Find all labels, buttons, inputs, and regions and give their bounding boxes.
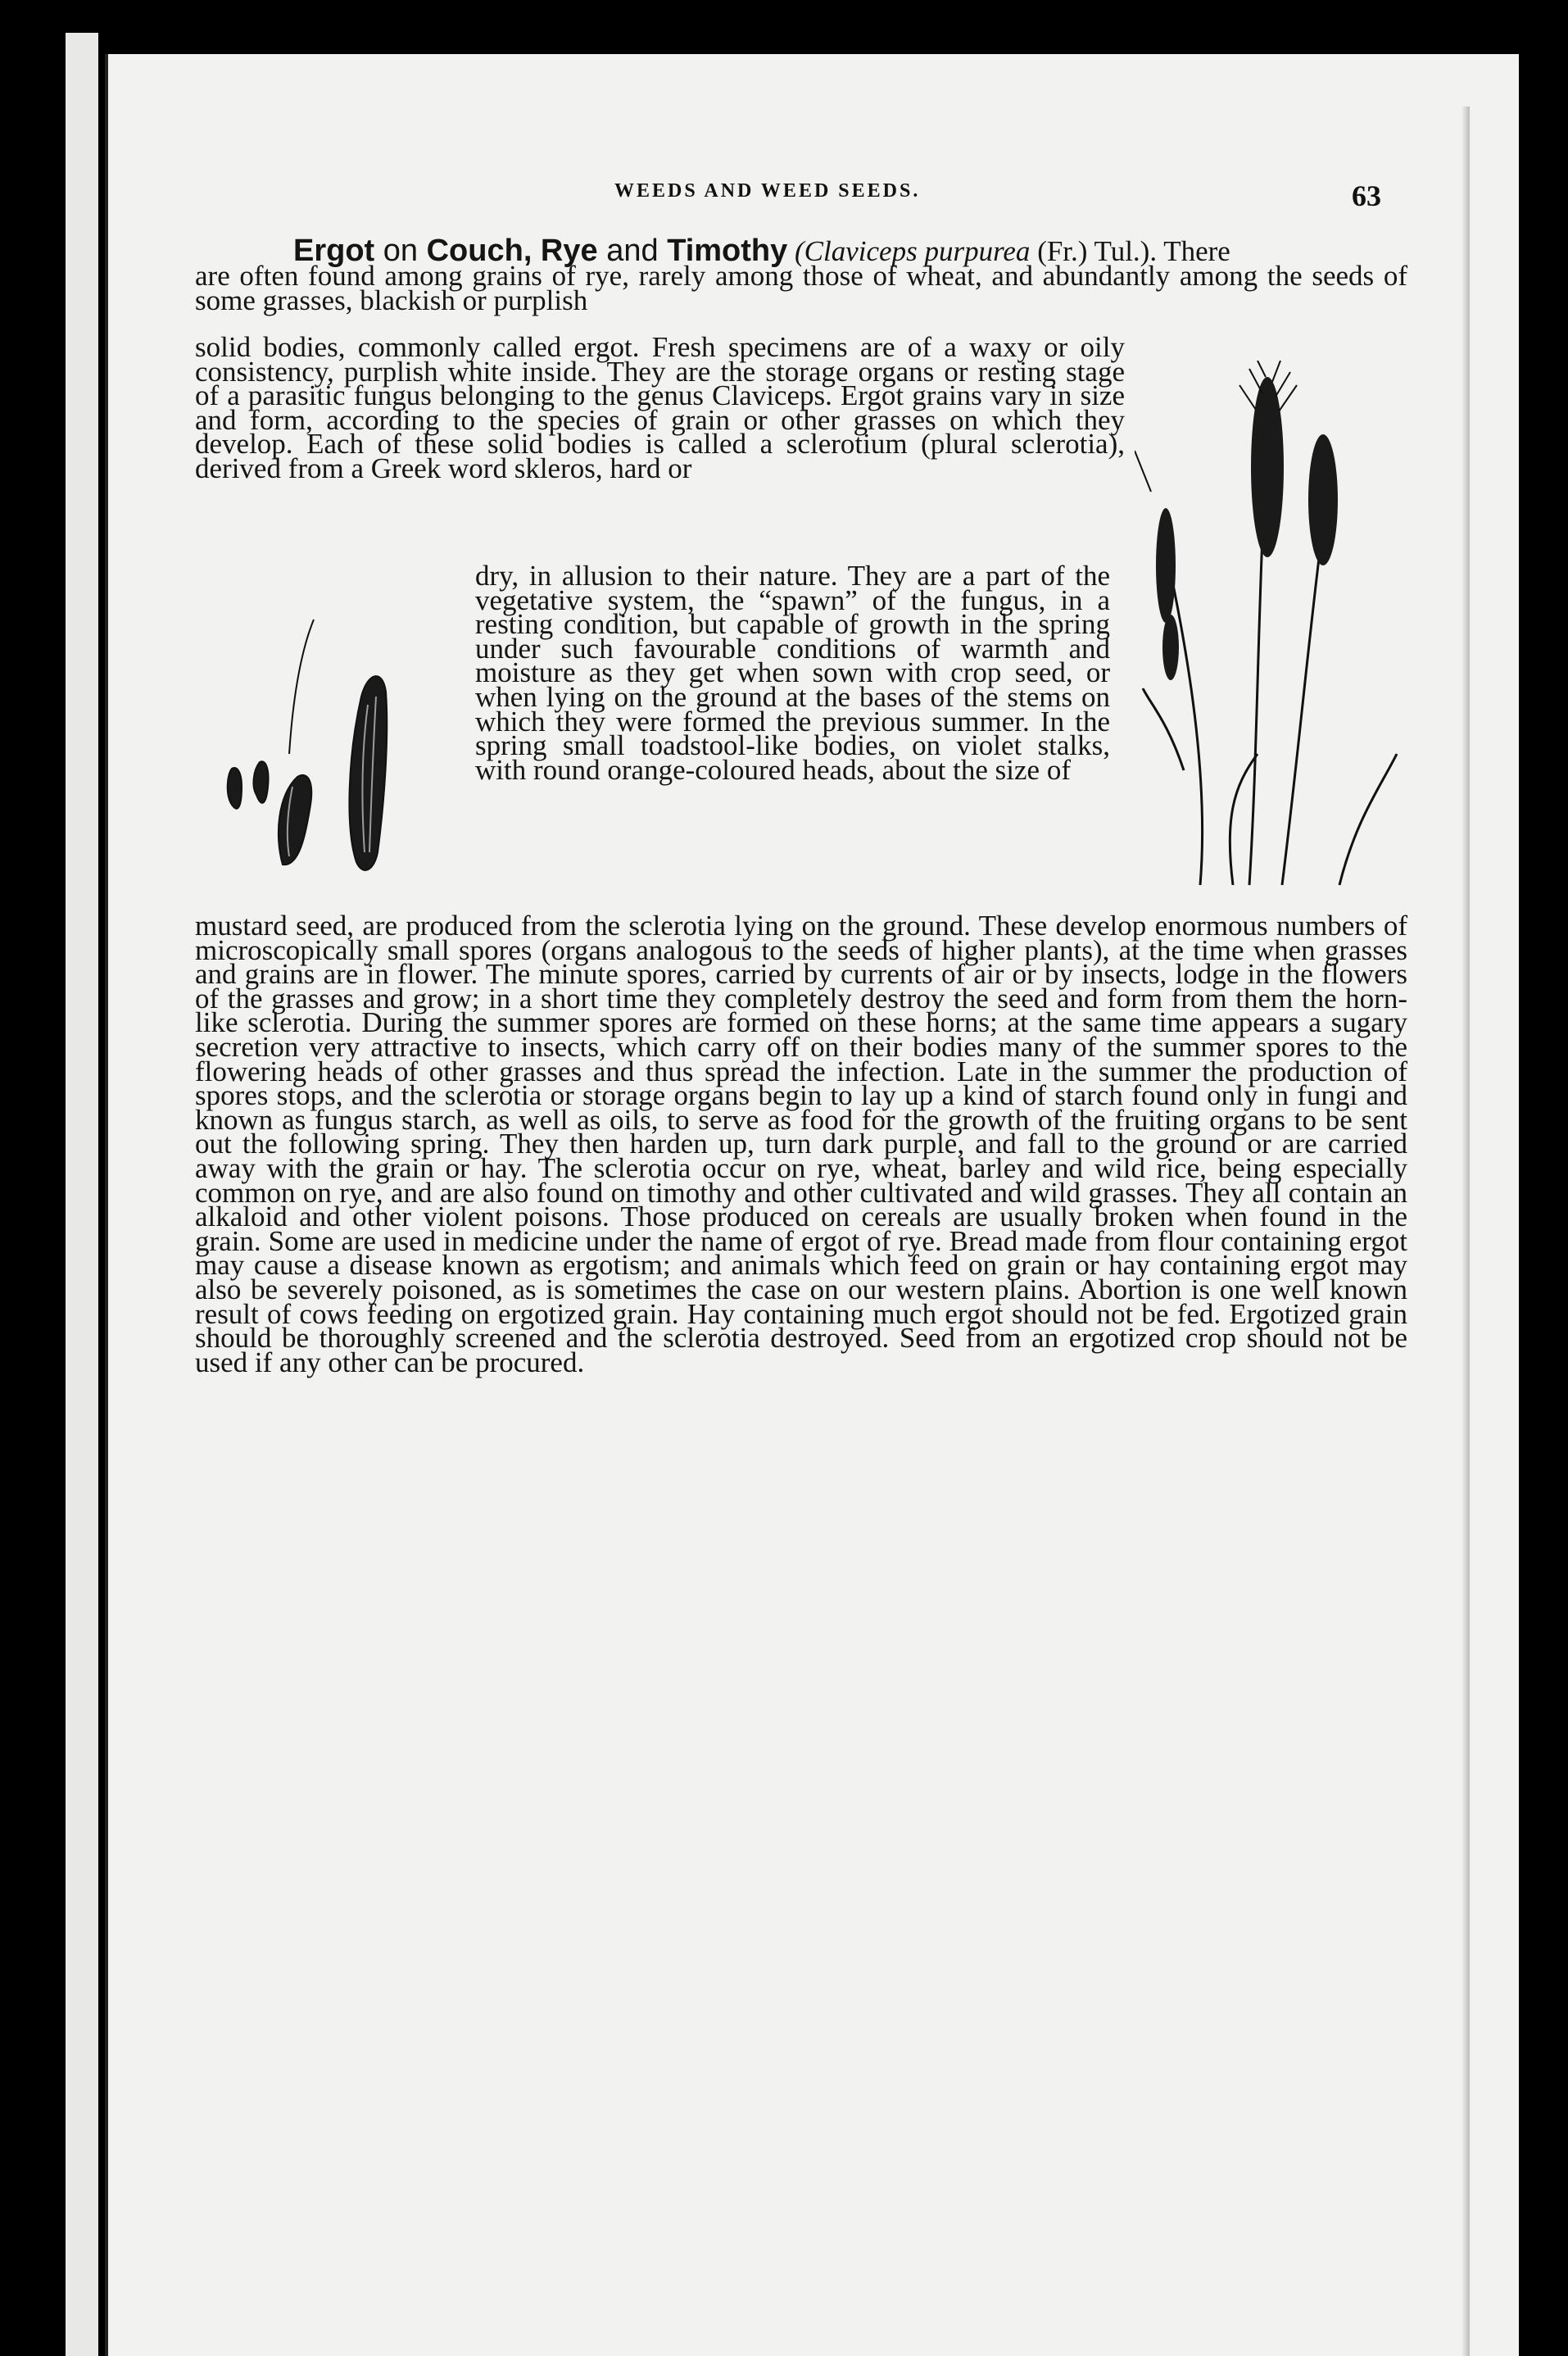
paragraph-lower: mustard seed, are produced from the sclerotia lying on the ground. These develop enormous numbers of microscopically small spores (organs analogous to the seeds of higher plants), at the time when grasses and grains are in flower. The minute spores, carried by currents of air or by insects, lodge in the flowers of the grasses and grow; in a short time they completely destroy the seed and form from them the horn-like sclerotia. During the summer spores are formed on these horns; at the same time appears a sugary secretion very attractive to insects, which carry off on their bodies many of the summer spores to the flowering heads of other grasses and thus spread the infection. Late in the summer the production of spores stops, and the sclerotia or storage organs begin to lay up a kind of starch found only in fungi and known as fungus starch, as well as oils, to serve as food for the growth of the fruiting organs to be sent out the following spring. They then harden up, turn dark purple, and fall to the ground or are carried away with the grain or hay. The sclerotia occur on rye, wheat, barley and wild rice, being especially common on rye, and are also found on timothy and other cultivated and wild grasses. They all contain an alkaloid and other violent poisons. Those produced on cereals are usually broken when found in the grain. Some are used in medicine under the name of ergot of rye. Bread made from flour containing ergot may cause a disease known as ergotism; and animals which feed on grain or hay containing ergot may also be severely poisoned, as is sometimes the case on our western plains. Abortion is one well known result of cows feeding on ergotized grain. Hay containing much ergot should not be fed. Ergotized grain should be thoroughly screened and the sclerotia destroyed. Seed from an ergotized crop should not be used if any other can be procured. (195, 910, 1407, 1378)
scan-background-right (1519, 0, 1568, 2356)
running-head: WEEDS AND WEED SEEDS. (614, 180, 921, 202)
ergot-sclerotia-illustration (217, 590, 455, 885)
heading-ergot: Ergot (293, 234, 375, 268)
paragraph-upper: solid bodies, commonly called ergot. Fresh specimens are of a waxy or oily consistency, purplish white inside. They are the storage organs or resting stage of a parasitic fungus belonging to the genus Claviceps. Ergot grains vary in size and form, according to the species of grain or other grasses on which they develop. Each of these solid bodies is called a sclerotium (plural sclerotia), derived from a Greek word skleros, hard or (195, 331, 1125, 484)
infected-grass-heads-illustration (1135, 361, 1413, 893)
page-spine (66, 33, 98, 2356)
page-edge-shadow (1462, 107, 1470, 2356)
paragraph-lead: are often found among grains of rye, rarely among those of wheat, and abundantly among the seeds of some grasses, blackish or purplish (195, 260, 1407, 316)
page-number: 63 (1352, 179, 1381, 212)
heading-author: (Fr.) Tul.). There (1030, 235, 1230, 267)
heading-connector-2: and (597, 234, 668, 268)
heading-connector-1: on (374, 234, 427, 268)
paragraph-middle: dry, in allusion to their nature. They are a part of the vegetative system, the “spawn” of the fungus, in a resting condition, but capable of growth in the spring under such favourable conditions of warmth and moisture as they get when sown with crop seed, or when lying on the ground at the bases of the stems on which they were formed the previous summer. In the spring small toadstool-like bodies, on violet stalks, with round orange-coloured heads, about the size of (475, 560, 1110, 786)
heading-latin-name: (Claviceps purpurea (795, 235, 1031, 267)
heading-timothy: Timothy (667, 234, 788, 268)
heading-couch-rye: Couch, Rye (426, 234, 598, 268)
